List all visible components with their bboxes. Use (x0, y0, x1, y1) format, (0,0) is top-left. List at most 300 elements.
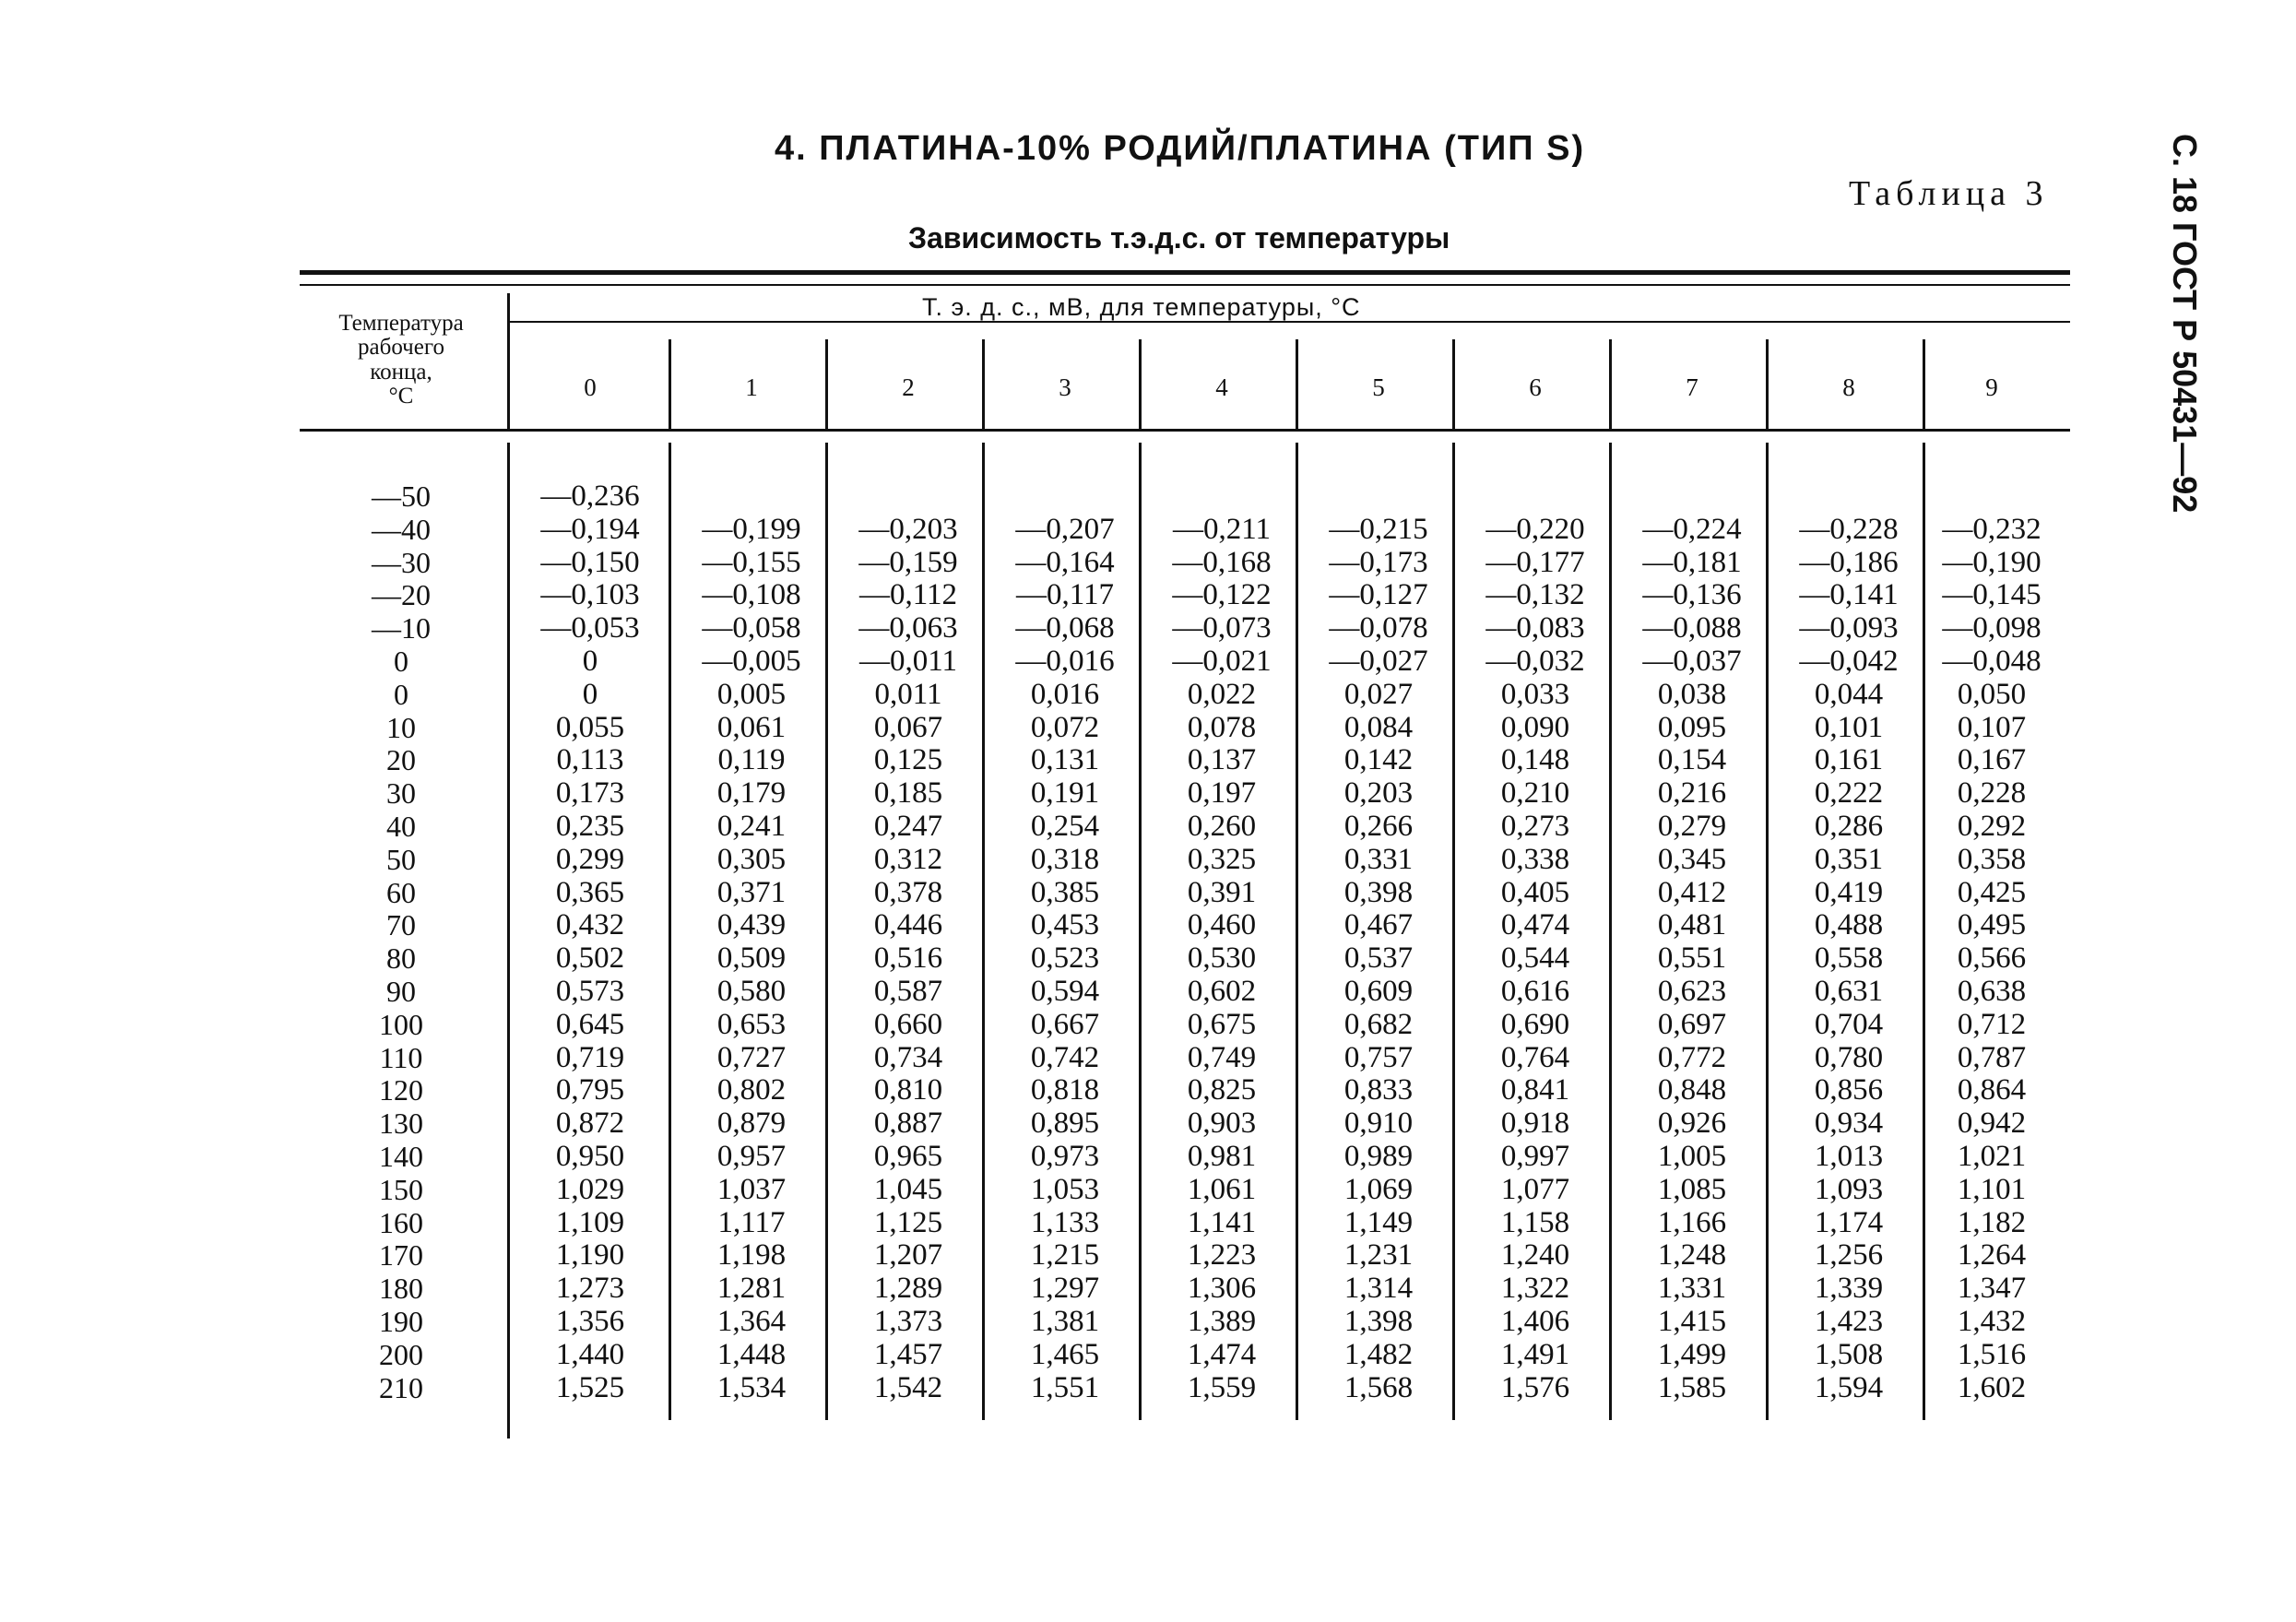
emf-cell: 0,841 (1500, 1073, 1570, 1107)
emf-cell: 1,440 (555, 1337, 625, 1371)
column-header-6: 6 (1529, 373, 1542, 401)
emf-cell: 0,378 (873, 875, 943, 909)
emf-cell: 1,093 (1814, 1172, 1884, 1206)
emf-cell: 0,101 (1814, 710, 1884, 744)
emf-cell: 1,499 (1657, 1337, 1727, 1371)
document-reference: С. 18 ГОСТ Р 50431—92 (2166, 134, 2204, 514)
emf-cell: —0,236 (540, 479, 640, 513)
header-line: Температура (338, 311, 464, 336)
emf-cell: —0,112 (858, 578, 958, 612)
emf-cell: 1,516 (1957, 1337, 2027, 1371)
emf-cell: —0,053 (540, 611, 640, 645)
emf-cell: 1,174 (1814, 1205, 1884, 1239)
emf-cell: 1,264 (1957, 1238, 2027, 1273)
emf-cell: 0,022 (1187, 677, 1257, 711)
emf-cell: 0,719 (555, 1040, 625, 1074)
emf-cell: 1,534 (716, 1370, 787, 1404)
column-header-3: 3 (1059, 373, 1071, 401)
emf-cell: 0,734 (873, 1040, 943, 1074)
emf-cell: 0,292 (1957, 810, 2027, 843)
emf-cell: 0,235 (555, 810, 625, 843)
emf-cell: —0,037 (1642, 645, 1742, 678)
emf-cell: 0,856 (1814, 1073, 1884, 1107)
emf-cell: 0,345 (1657, 842, 1727, 876)
emf-cell: —0,194 (540, 512, 640, 546)
table-subtitle: Зависимость т.э.д.с. от температуры (908, 221, 1450, 255)
emf-cell: 1,190 (555, 1238, 625, 1273)
emf-cell: 0,989 (1343, 1140, 1414, 1173)
emf-cell: 0,660 (873, 1007, 943, 1041)
row-temperature: —30 (372, 545, 431, 579)
emf-cell: 1,423 (1814, 1305, 1884, 1338)
emf-cell: 1,207 (873, 1238, 943, 1273)
column-rule-header (1296, 339, 1298, 432)
emf-cell: 0,148 (1500, 743, 1570, 777)
emf-cell: 1,364 (716, 1305, 787, 1338)
emf-cell: 0,351 (1814, 842, 1884, 876)
emf-cell: —0,164 (1015, 545, 1115, 579)
emf-cell: 0,044 (1814, 677, 1884, 711)
emf-cell: 1,568 (1343, 1370, 1414, 1404)
emf-cell: 0,173 (555, 776, 625, 811)
emf-cell: 0,848 (1657, 1073, 1727, 1107)
emf-cell: 1,053 (1030, 1172, 1100, 1206)
column-header-5: 5 (1372, 373, 1385, 401)
emf-cell: 0,495 (1957, 908, 2027, 942)
row-temperature: 10 (386, 710, 416, 744)
emf-cell: —0,173 (1329, 545, 1428, 579)
emf-cell: 0,887 (873, 1107, 943, 1141)
emf-cell: 1,182 (1957, 1205, 2027, 1239)
emf-group-header: Т. э. д. с., мВ, для температуры, °С (922, 293, 1361, 321)
emf-cell: 0,467 (1343, 908, 1414, 942)
row-temperature: 70 (386, 908, 416, 942)
emf-cell: 1,331 (1657, 1272, 1727, 1306)
emf-cell: —0,088 (1642, 611, 1742, 645)
emf-cell: 0,185 (873, 776, 943, 811)
emf-cell: 1,117 (717, 1205, 786, 1239)
emf-cell: 0 (582, 677, 598, 711)
emf-cell: 1,289 (873, 1272, 943, 1306)
emf-cell: 0,727 (716, 1040, 787, 1074)
row-temperature: 100 (379, 1007, 423, 1041)
emf-cell: 1,109 (555, 1205, 625, 1239)
emf-cell: 0,090 (1500, 710, 1570, 744)
emf-cell: 0,203 (1343, 776, 1414, 811)
emf-cell: 1,215 (1030, 1238, 1100, 1273)
column-header-8: 8 (1842, 373, 1855, 401)
emf-cell: 0,602 (1187, 975, 1257, 1008)
emf-cell: 0,749 (1187, 1040, 1257, 1074)
emf-cell: 0,385 (1030, 875, 1100, 909)
emf-cell: 0,113 (556, 743, 624, 777)
emf-cell: 0,005 (716, 677, 787, 711)
emf-cell: 0,078 (1187, 710, 1257, 744)
emf-cell: 1,248 (1657, 1238, 1727, 1273)
emf-cell: 0,757 (1343, 1040, 1414, 1074)
row-temperature: —40 (372, 512, 431, 546)
emf-cell: 0,453 (1030, 908, 1100, 942)
emf-cell: —0,016 (1015, 645, 1115, 678)
emf-cell: 1,415 (1657, 1305, 1727, 1338)
emf-cell: —0,108 (702, 578, 801, 612)
emf-cell: 1,398 (1343, 1305, 1414, 1338)
emf-cell: 0,623 (1657, 975, 1727, 1008)
emf-cell: 0,566 (1957, 941, 2027, 976)
emf-cell: 1,133 (1030, 1205, 1100, 1239)
column-rule-header (669, 339, 671, 432)
emf-cell: —0,058 (702, 611, 801, 645)
emf-cell: —0,005 (702, 645, 801, 678)
emf-cell: 0,965 (873, 1140, 943, 1173)
emf-cell: 0,864 (1957, 1073, 2027, 1107)
emf-cell: 1,508 (1814, 1337, 1884, 1371)
emf-cell: 1,373 (873, 1305, 943, 1338)
emf-cell: 0,926 (1657, 1107, 1727, 1141)
column-rule-header (1452, 339, 1455, 432)
emf-cell: 0,872 (555, 1107, 625, 1141)
emf-cell: —0,190 (1942, 545, 2042, 579)
emf-cell: 0,645 (555, 1007, 625, 1041)
emf-cell: 0,764 (1500, 1040, 1570, 1074)
emf-cell: 1,389 (1187, 1305, 1257, 1338)
emf-cell: 1,198 (716, 1238, 787, 1273)
emf-cell: 0,072 (1030, 710, 1100, 744)
emf-cell: —0,186 (1799, 545, 1899, 579)
emf-cell: 0,318 (1030, 842, 1100, 876)
emf-cell: 0,616 (1500, 975, 1570, 1008)
header-line: конца, (370, 359, 432, 385)
row-temperature: 130 (379, 1107, 423, 1141)
row-temperature: 30 (386, 776, 416, 811)
emf-cell: 1,432 (1957, 1305, 2027, 1338)
emf-cell: —0,224 (1642, 512, 1742, 546)
emf-cell: 1,013 (1814, 1140, 1884, 1173)
column-header-4: 4 (1215, 373, 1228, 401)
emf-cell: 0,260 (1187, 810, 1257, 843)
emf-cell: —0,203 (858, 512, 958, 546)
emf-cell: 1,474 (1187, 1337, 1257, 1371)
emf-cell: 0,358 (1957, 842, 2027, 876)
emf-cell: —0,027 (1329, 645, 1428, 678)
emf-cell: 1,585 (1657, 1370, 1727, 1404)
emf-cell: 0,942 (1957, 1107, 2027, 1141)
emf-cell: 1,021 (1957, 1140, 2027, 1173)
emf-cell: 0,061 (716, 710, 787, 744)
column-rule-header (982, 339, 985, 432)
emf-cell: 1,482 (1343, 1337, 1414, 1371)
emf-cell: 0,825 (1187, 1073, 1257, 1107)
emf-cell: —0,132 (1485, 578, 1585, 612)
column-rule-header (1766, 339, 1769, 432)
emf-cell: 0,742 (1030, 1040, 1100, 1074)
emf-cell: 1,306 (1187, 1272, 1257, 1306)
emf-cell: 1,037 (716, 1172, 787, 1206)
emf-cell: —0,141 (1799, 578, 1899, 612)
emf-cell: 0,879 (716, 1107, 787, 1141)
row-temperature: 190 (379, 1305, 423, 1338)
emf-cell: 0,502 (555, 941, 625, 976)
emf-cell: 0,197 (1187, 776, 1257, 811)
emf-cell: 0,432 (555, 908, 625, 942)
emf-cell: 0,038 (1657, 677, 1727, 711)
emf-cell: 0,802 (716, 1073, 787, 1107)
emf-cell: 0,558 (1814, 941, 1884, 976)
emf-cell: 0,918 (1500, 1107, 1570, 1141)
emf-cell: 1,322 (1500, 1272, 1570, 1306)
emf-cell: —0,207 (1015, 512, 1115, 546)
column-rule-header (507, 293, 510, 432)
emf-cell: —0,048 (1942, 645, 2042, 678)
emf-cell: 0,653 (716, 1007, 787, 1041)
emf-cell: 0,241 (716, 810, 787, 843)
emf-cell: 1,406 (1500, 1305, 1570, 1338)
emf-cell: —0,232 (1942, 512, 2042, 546)
emf-cell: 0,254 (1030, 810, 1100, 843)
emf-cell: 0,033 (1500, 677, 1570, 711)
emf-cell: 0,095 (1657, 710, 1727, 744)
emf-cell: 0,537 (1343, 941, 1414, 976)
emf-cell: 0,787 (1957, 1040, 2027, 1074)
emf-cell: —0,177 (1485, 545, 1585, 579)
row-temperature: 120 (379, 1073, 423, 1107)
table-top-thin-rule (300, 284, 2070, 286)
emf-cell: 1,542 (873, 1370, 943, 1404)
row-temperature: 80 (386, 941, 416, 976)
emf-cell: 1,381 (1030, 1305, 1100, 1338)
emf-cell: 0,690 (1500, 1007, 1570, 1041)
emf-cell: 1,085 (1657, 1172, 1727, 1206)
emf-cell: 0,895 (1030, 1107, 1100, 1141)
emf-cell: 0,973 (1030, 1140, 1100, 1173)
emf-cell: 1,339 (1814, 1272, 1884, 1306)
emf-cell: 1,158 (1500, 1205, 1570, 1239)
column-rule-header (1139, 339, 1142, 432)
emf-cell: 1,356 (555, 1305, 625, 1338)
emf-cell: 1,077 (1500, 1172, 1570, 1206)
emf-cell: 0,107 (1957, 710, 2027, 744)
emf-cell: 1,005 (1657, 1140, 1727, 1173)
emf-cell: —0,078 (1329, 611, 1428, 645)
row-temperature: 110 (379, 1040, 423, 1074)
emf-cell: 1,551 (1030, 1370, 1100, 1404)
emf-cell: 0,119 (717, 743, 786, 777)
column-header-9: 9 (1985, 373, 1998, 401)
column-header-1: 1 (745, 373, 758, 401)
emf-cell: 1,281 (716, 1272, 787, 1306)
emf-cell: 0,631 (1814, 975, 1884, 1008)
emf-cell: 0,950 (555, 1140, 625, 1173)
emf-cell: 0,509 (716, 941, 787, 976)
emf-cell: 1,525 (555, 1370, 625, 1404)
emf-cell: 0,580 (716, 975, 787, 1008)
emf-cell: 1,465 (1030, 1337, 1100, 1371)
emf-cell: 0,934 (1814, 1107, 1884, 1141)
column-rule-body (669, 443, 671, 1420)
emf-cell: —0,032 (1485, 645, 1585, 678)
emf-cell: —0,083 (1485, 611, 1585, 645)
emf-cell: —0,220 (1485, 512, 1585, 546)
emf-cell: 0 (582, 645, 598, 678)
emf-cell: 0,425 (1957, 875, 2027, 909)
emf-cell: 0,772 (1657, 1040, 1727, 1074)
emf-cell: 0,055 (555, 710, 625, 744)
emf-cell: 0,833 (1343, 1073, 1414, 1107)
emf-cell: 0,530 (1187, 941, 1257, 976)
emf-cell: —0,150 (540, 545, 640, 579)
emf-cell: 0,712 (1957, 1007, 2027, 1041)
emf-cell: 0,299 (555, 842, 625, 876)
emf-cell: 0,067 (873, 710, 943, 744)
emf-cell: —0,159 (858, 545, 958, 579)
row-temperature: —50 (372, 479, 431, 513)
emf-cell: 0,125 (873, 743, 943, 777)
emf-cell: —0,199 (702, 512, 801, 546)
column-header-0: 0 (584, 373, 597, 401)
emf-cell: 0,391 (1187, 875, 1257, 909)
emf-cell: 0,474 (1500, 908, 1570, 942)
emf-cell: 0,439 (716, 908, 787, 942)
column-rule-header (1923, 339, 1925, 432)
emf-cell: 1,559 (1187, 1370, 1257, 1404)
temperature-column-header (304, 312, 498, 408)
emf-cell: 0,167 (1957, 743, 2027, 777)
emf-cell: 1,149 (1343, 1205, 1414, 1239)
emf-cell: 0,016 (1030, 677, 1100, 711)
emf-cell: —0,181 (1642, 545, 1742, 579)
emf-cell: 0,523 (1030, 941, 1100, 976)
emf-cell: 0,697 (1657, 1007, 1727, 1041)
emf-cell: 0,488 (1814, 908, 1884, 942)
row-temperature: 60 (386, 875, 416, 909)
emf-cell: —0,063 (858, 611, 958, 645)
emf-cell: 1,125 (873, 1205, 943, 1239)
row-temperature: 180 (379, 1272, 423, 1306)
emf-cell: 0,050 (1957, 677, 2027, 711)
emf-cell: 1,256 (1814, 1238, 1884, 1273)
row-temperature: 170 (379, 1238, 423, 1273)
emf-cell: 0,587 (873, 975, 943, 1008)
emf-cell: 0,957 (716, 1140, 787, 1173)
emf-cell: 0,903 (1187, 1107, 1257, 1141)
emf-cell: 0,551 (1657, 941, 1727, 976)
emf-cell: 0,179 (716, 776, 787, 811)
emf-cell: 0,247 (873, 810, 943, 843)
emf-cell: 0,997 (1500, 1140, 1570, 1173)
emf-cell: —0,021 (1172, 645, 1272, 678)
emf-cell: 1,223 (1187, 1238, 1257, 1273)
row-temperature: 150 (379, 1172, 423, 1206)
emf-cell: 0,446 (873, 908, 943, 942)
emf-cell: 0,609 (1343, 975, 1414, 1008)
emf-cell: 1,029 (555, 1172, 625, 1206)
emf-cell: 1,166 (1657, 1205, 1727, 1239)
emf-cell: —0,117 (1015, 578, 1115, 612)
column-rule-header (1609, 339, 1612, 432)
emf-cell: 0,638 (1957, 975, 2027, 1008)
row-temperature: —10 (372, 611, 431, 645)
emf-cell: 0,704 (1814, 1007, 1884, 1041)
row-temperature: 50 (386, 842, 416, 876)
emf-cell: 1,061 (1187, 1172, 1257, 1206)
emf-cell: 0,780 (1814, 1040, 1884, 1074)
emf-cell: —0,103 (540, 578, 640, 612)
row-temperature: 160 (379, 1205, 423, 1239)
emf-cell: 0,011 (874, 677, 942, 711)
row-temperature: 90 (386, 975, 416, 1008)
emf-cell: 0,154 (1657, 743, 1727, 777)
emf-cell: 0,279 (1657, 810, 1727, 843)
emf-cell: 1,347 (1957, 1272, 2027, 1306)
table-label: Таблица 3 (1849, 174, 2049, 213)
emf-cell: —0,122 (1172, 578, 1272, 612)
emf-cell: —0,042 (1799, 645, 1899, 678)
emf-cell: —0,068 (1015, 611, 1115, 645)
emf-cell: 0,981 (1187, 1140, 1257, 1173)
emf-cell: 1,141 (1187, 1205, 1257, 1239)
column-rule-header (825, 339, 828, 432)
emf-cell: 0,682 (1343, 1007, 1414, 1041)
emf-cell: 0,365 (555, 875, 625, 909)
emf-cell: —0,228 (1799, 512, 1899, 546)
section-title: 4. ПЛАТИНА-10% РОДИЙ/ПЛАТИНА (ТИП S) (775, 129, 1586, 168)
emf-cell: —0,098 (1942, 611, 2042, 645)
emf-cell: 0,305 (716, 842, 787, 876)
emf-cell: —0,127 (1329, 578, 1428, 612)
emf-cell: —0,211 (1172, 512, 1272, 546)
table-top-rule (300, 270, 2070, 275)
emf-cell: —0,168 (1172, 545, 1272, 579)
column-rule-body (507, 443, 510, 1438)
emf-cell: 0,312 (873, 842, 943, 876)
emf-cell: 1,576 (1500, 1370, 1570, 1404)
emf-cell: 0,216 (1657, 776, 1727, 811)
emf-cell: 0,084 (1343, 710, 1414, 744)
emf-cell: 0,544 (1500, 941, 1570, 976)
row-temperature: 200 (379, 1337, 423, 1371)
emf-cell: 0,027 (1343, 677, 1414, 711)
emf-cell: 0,131 (1030, 743, 1100, 777)
emf-cell: —0,155 (702, 545, 801, 579)
emf-cell: 0,795 (555, 1073, 625, 1107)
emf-cell: 1,045 (873, 1172, 943, 1206)
emf-cell: —0,011 (858, 645, 958, 678)
row-temperature: 40 (386, 810, 416, 843)
emf-cell: 1,231 (1343, 1238, 1414, 1273)
header-line: рабочего (358, 335, 444, 361)
emf-cell: 0,412 (1657, 875, 1727, 909)
emf-cell: 1,240 (1500, 1238, 1570, 1273)
column-header-7: 7 (1686, 373, 1698, 401)
emf-cell: 0,286 (1814, 810, 1884, 843)
emf-cell: 0,460 (1187, 908, 1257, 942)
emf-cell: 1,101 (1957, 1172, 2027, 1206)
emf-cell: 1,297 (1030, 1272, 1100, 1306)
row-temperature: 20 (386, 743, 416, 777)
emf-cell: 0,818 (1030, 1073, 1100, 1107)
emf-cell: 1,457 (873, 1337, 943, 1371)
emf-cell: 1,273 (555, 1272, 625, 1306)
emf-cell: 1,594 (1814, 1370, 1884, 1404)
emf-cell: 0,191 (1030, 776, 1100, 811)
header-line: °C (388, 383, 414, 408)
emf-cell: 1,491 (1500, 1337, 1570, 1371)
emf-cell: —0,136 (1642, 578, 1742, 612)
emf-cell: 0,573 (555, 975, 625, 1008)
emf-cell: 0,228 (1957, 776, 2027, 811)
row-temperature: 210 (379, 1370, 423, 1404)
emf-cell: —0,073 (1172, 611, 1272, 645)
